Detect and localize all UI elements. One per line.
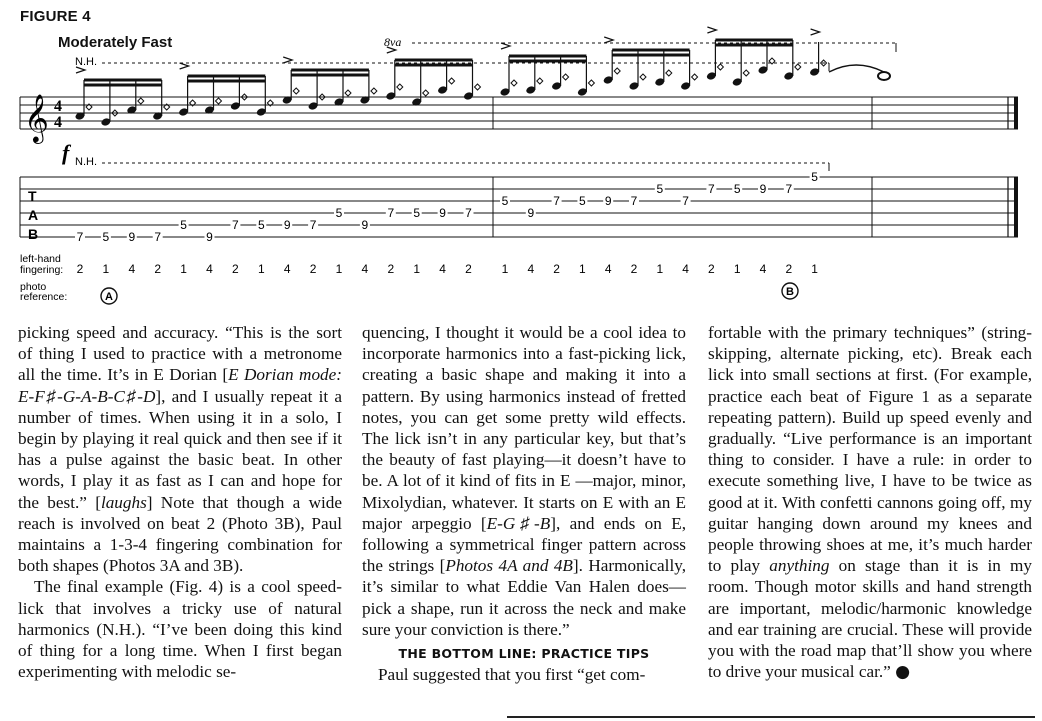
tab-number: 7 <box>387 206 395 220</box>
fingering-number: 1 <box>811 262 818 276</box>
fingering-number: 4 <box>682 262 689 276</box>
harmonic-diamond-icon <box>588 80 594 86</box>
harmonic-diamond-icon <box>614 68 620 74</box>
harmonics-label-top: N.H. <box>75 56 97 68</box>
fingering-number: 1 <box>733 262 741 276</box>
tab-number: 5 <box>413 206 421 220</box>
photo-ref-b: B <box>786 286 794 298</box>
end-mark-icon: ● <box>895 662 911 683</box>
harmonic-diamond-icon <box>692 74 698 80</box>
tab-number: 7 <box>630 194 638 208</box>
photo-label-1: photo <box>20 281 47 293</box>
harmonic-diamond-icon <box>216 98 222 104</box>
tab-number: 7 <box>76 230 84 244</box>
photo-ref-a: A <box>105 291 113 303</box>
tempo-marking: Moderately Fast <box>58 34 173 51</box>
accent-icon <box>604 37 613 43</box>
tab-number: 7 <box>708 182 715 196</box>
tab-letter-t: T <box>28 188 37 204</box>
photo-label-2: reference: <box>20 291 68 303</box>
fingering-number: 2 <box>785 262 793 276</box>
accent-icon <box>180 63 189 69</box>
treble-clef-icon: 𝄞 <box>24 96 49 142</box>
article-column-2 <box>362 322 686 685</box>
tab-number: 5 <box>501 194 509 208</box>
staff-lines <box>20 97 1018 129</box>
article-body <box>18 322 1038 712</box>
tab-number: 5 <box>180 218 187 232</box>
fingering-number: 4 <box>439 262 446 276</box>
harmonic-diamond-icon <box>640 74 646 80</box>
tab-letter-b: B <box>28 226 39 242</box>
tab-number: 5 <box>811 170 818 184</box>
tab-number: 7 <box>785 182 793 196</box>
ottava-mark: 8va <box>384 35 402 49</box>
fingering-number: 1 <box>257 262 265 276</box>
tab-number: 5 <box>335 206 343 220</box>
harmonic-diamond-icon <box>563 74 569 80</box>
tab-number: 7 <box>309 218 317 232</box>
tab-number: 7 <box>682 194 689 208</box>
tab-number: 9 <box>283 218 291 232</box>
tab-number: 7 <box>154 230 162 244</box>
fingering-number: 1 <box>102 262 110 276</box>
fingering-number: 2 <box>154 262 162 276</box>
fingering-number: 2 <box>232 262 239 276</box>
fingering-number: 2 <box>553 262 560 276</box>
music-notation <box>0 0 1042 312</box>
harmonic-diamond-icon <box>537 78 543 84</box>
fingering-number: 1 <box>413 262 421 276</box>
tab-staff-lines <box>20 177 1018 237</box>
paragraph: Paul suggested that you first “get com- <box>378 665 646 685</box>
fingering-number: 4 <box>604 262 612 276</box>
fingering-number: 1 <box>335 262 343 276</box>
harmonic-diamond-icon <box>449 78 455 84</box>
harmonic-diamond-icon <box>138 98 144 104</box>
tab-number: 7 <box>465 206 472 220</box>
tab-number: 9 <box>128 230 136 244</box>
fingering-number: 2 <box>387 262 395 276</box>
accent-icon <box>501 43 510 49</box>
tab-number: 7 <box>232 218 239 232</box>
fingering-number: 1 <box>579 262 586 276</box>
fingering-number: 2 <box>76 262 84 276</box>
harmonic-diamond-icon <box>345 90 351 96</box>
time-signature-bottom: 4 <box>54 114 62 131</box>
harmonic-diamond-icon <box>371 88 377 94</box>
fingering-number: 2 <box>465 262 472 276</box>
tab-number: 9 <box>439 206 446 220</box>
paragraph: quencing, I thought it would be a cool idea to incorporate harmonics into a fast-picking lick, creating a basic shape and making it into a pattern. By using harmonics instead of fretted notes, you can get some pretty wild effects. The lick isn’t in any particular key, but that’s the beauty of fast playing—it doesn’t have to be. A lot of it kind of fits in E —major, minor, Mixolydian, whatever. It starts on E with an E major arpeggio [E-G♯-B], and ends on E, following a symmetrical finger pattern across the strings [Photos 4A and 4B]. Harmonically, it’s similar to what Eddie Van Halen does—pick a shape, run it across the neck and make sure your conviction is there.” <box>362 323 687 639</box>
tab-letter-a: A <box>28 207 39 223</box>
tab-number: 9 <box>759 182 767 196</box>
harmonic-diamond-icon <box>795 64 801 70</box>
fingering-label-2: fingering: <box>20 264 64 276</box>
fingering-number: 4 <box>759 262 767 276</box>
fingering-number: 4 <box>128 262 136 276</box>
accent-icon <box>707 27 716 33</box>
section-heading: THE BOTTOM LINE: PRACTICE TIPS <box>398 646 650 662</box>
tab-number: 5 <box>656 182 664 196</box>
fingering-number: 2 <box>630 262 638 276</box>
tab-number: 5 <box>257 218 265 232</box>
tab-number: 7 <box>553 194 560 208</box>
tab-number: 9 <box>206 230 213 244</box>
final-note <box>878 72 890 80</box>
tab-number: 9 <box>604 194 612 208</box>
accent-icon <box>811 29 820 35</box>
fingering-number: 4 <box>283 262 291 276</box>
time-signature-top: 4 <box>54 98 62 115</box>
harmonic-diamond-icon <box>717 64 723 70</box>
accent-icon <box>283 57 292 63</box>
fingering-number: 1 <box>501 262 509 276</box>
harmonic-diamond-icon <box>743 70 749 76</box>
paragraph: fortable with the primary techniques” (string-skipping, alternate picking, etc). Break each lick into small sections at first. (For example, practice each beat of Figure 1 as a separate repeating pattern). Build up speed evenly and gradually. “Live performance is an important thing to consider. I have a rule: in order to execute something live, I have to be twice as good at it. With confetti cannons going off, my guitar hanging down around my knees and people throwing shoes at me, it’s much harder to play anything on stage than it is in my room. Though motor skills and hand strength are important, melodic/harmonic knowledge and ear training are crucial. These will provide you with the road map that’ll show you where to drive your musical car.” ● <box>708 323 1032 683</box>
article-column-3 <box>708 322 1032 683</box>
tab-number: 9 <box>527 206 535 220</box>
tab-numbers <box>75 170 820 244</box>
fingering-number: 4 <box>527 262 535 276</box>
fingering-number: 4 <box>206 262 213 276</box>
tab-number: 5 <box>102 230 110 244</box>
fingering-number: 2 <box>309 262 317 276</box>
fingering-label-1: left-hand <box>20 253 61 265</box>
harmonics-label-bottom: N.H. <box>75 156 97 168</box>
paragraph: The final example (Fig. 4) is a cool speed-lick that involves a tricky use of natural harmonics (N.H.). “I’ve been doing this kind of thing for a long time. When I first began experimenting with melodic se- <box>18 577 342 682</box>
harmonic-diamond-icon <box>293 88 299 94</box>
harmonic-diamond-icon <box>423 90 429 96</box>
harmonic-diamond-icon <box>511 80 517 86</box>
tab-number: 9 <box>361 218 369 232</box>
article-column-1 <box>18 322 342 682</box>
tab-number: 5 <box>733 182 741 196</box>
fingering-row <box>77 262 819 276</box>
dynamic-mark: f <box>62 140 70 165</box>
harmonic-diamond-icon <box>666 70 672 76</box>
fingering-number: 1 <box>656 262 664 276</box>
staff-notes <box>75 27 890 127</box>
paragraph: picking speed and accuracy. “This is the sort of thing I used to practice with a metronome all the time. It’s in E Dorian [E Dorian mode: E-F♯-G-A-B-C♯-D], and I usually repeat it a number of times. When using it in a solo, I begin by playing it real quick and then see if it has a pulse against the basic beat. In other words, I play it as fast as I can and hope for the best.” [laughs] Note that though a wide reach is involved on beat 2 (Photo 3B), Paul maintains a 1-3-4 fingering combination for both shapes (Photos 3A and 3B). <box>18 323 342 576</box>
harmonic-diamond-icon <box>475 84 481 90</box>
fingering-number: 2 <box>708 262 715 276</box>
fingering-number: 1 <box>180 262 187 276</box>
harmonic-diamond-icon <box>397 84 403 90</box>
figure-label: FIGURE 4 <box>20 8 91 25</box>
bottom-rule <box>507 716 1035 718</box>
tab-number: 5 <box>579 194 586 208</box>
fingering-number: 4 <box>361 262 369 276</box>
